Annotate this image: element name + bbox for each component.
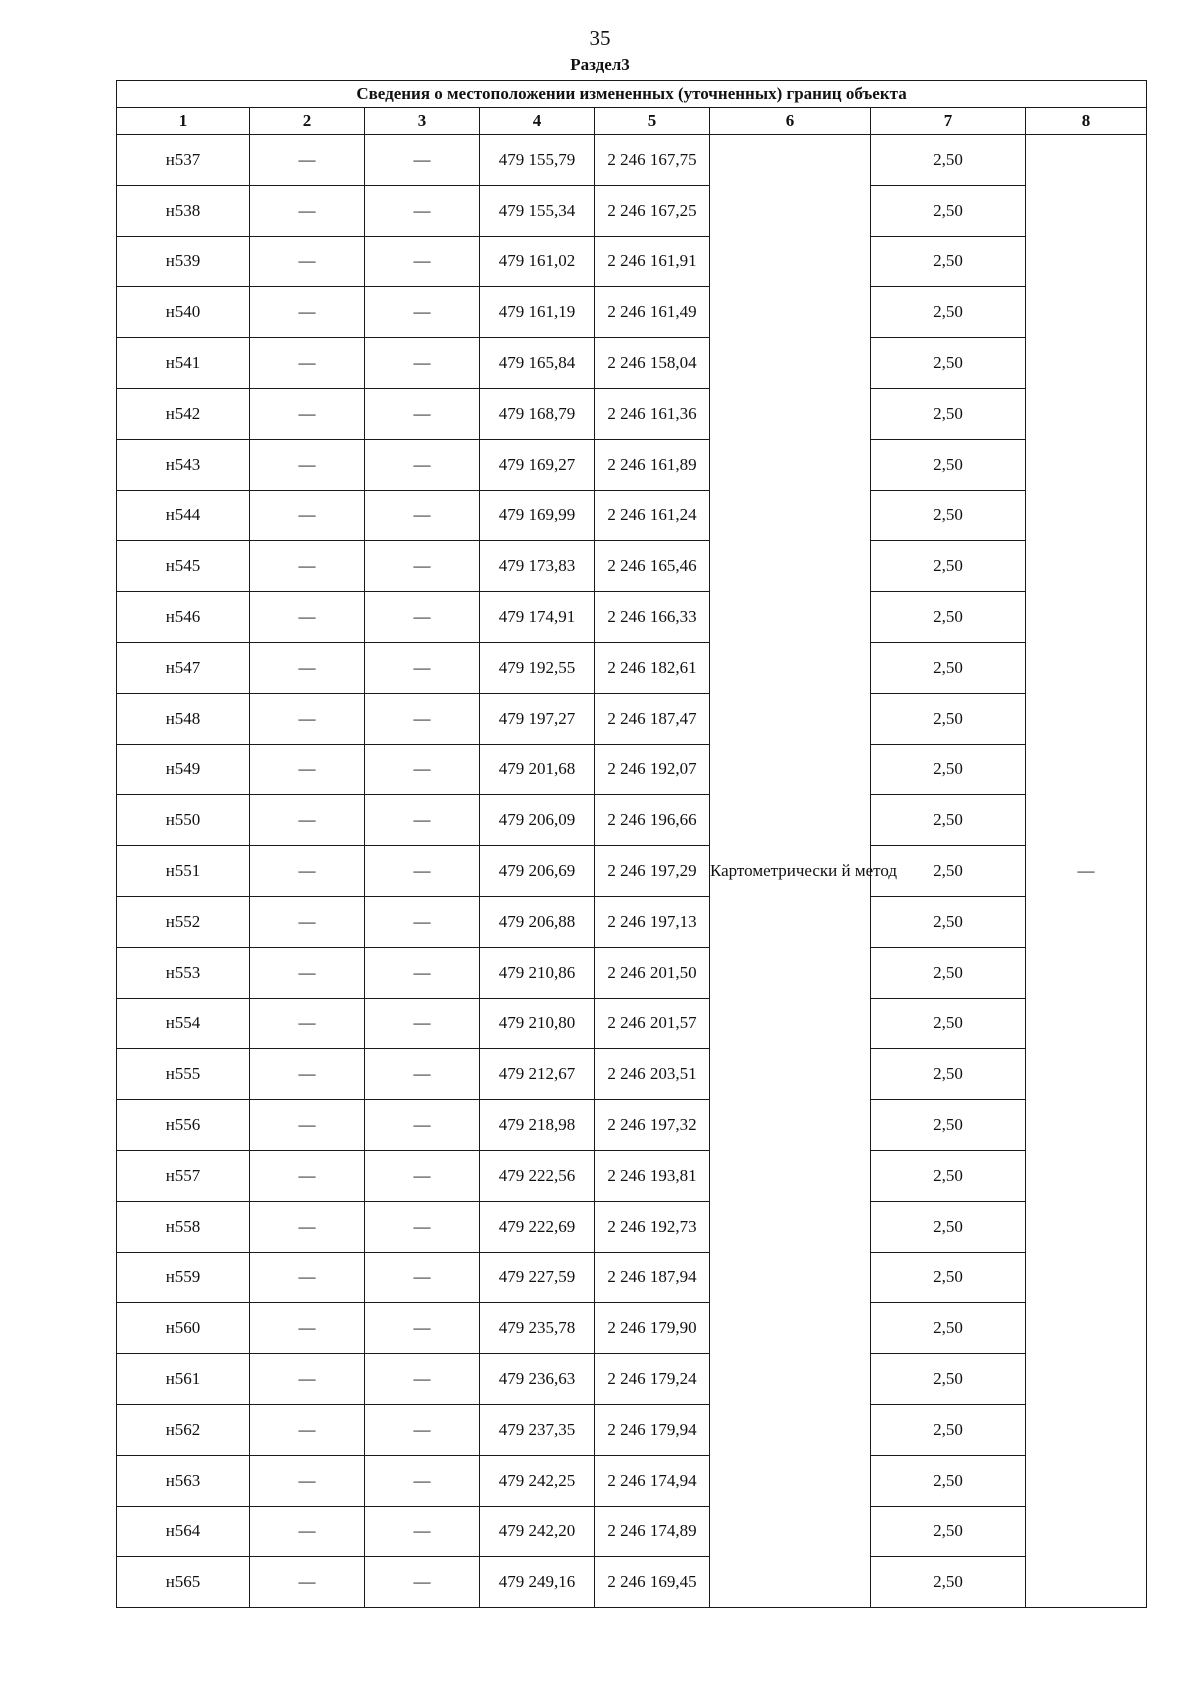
table-row xyxy=(117,287,1147,338)
y-coordinate-cell: 2 246 179,94 xyxy=(595,1404,710,1455)
x-coordinate-cell: 479 206,69 xyxy=(480,846,595,897)
prev-y-cell: — xyxy=(365,795,480,846)
column-number: 1 xyxy=(117,108,250,135)
x-coordinate-cell: 479 218,98 xyxy=(480,1100,595,1151)
prev-y-cell: — xyxy=(365,896,480,947)
prev-x-cell: — xyxy=(250,541,365,592)
description-cell: — xyxy=(1026,135,1147,1608)
table-caption: Сведения о местоположении измененных (уточненных) границ объекта xyxy=(117,81,1147,108)
point-name-cell: н558 xyxy=(117,1201,250,1252)
prev-y-cell: — xyxy=(365,1354,480,1405)
point-name-cell: н551 xyxy=(117,846,250,897)
prev-x-cell: — xyxy=(250,896,365,947)
prev-x-cell: — xyxy=(250,846,365,897)
column-number: 4 xyxy=(480,108,595,135)
prev-x-cell: — xyxy=(250,642,365,693)
point-name-cell: н549 xyxy=(117,744,250,795)
table-row xyxy=(117,1100,1147,1151)
x-coordinate-cell: 479 161,02 xyxy=(480,236,595,287)
accuracy-cell: 2,50 xyxy=(871,998,1026,1049)
y-coordinate-cell: 2 246 192,07 xyxy=(595,744,710,795)
prev-x-cell: — xyxy=(250,1506,365,1557)
x-coordinate-cell: 479 155,79 xyxy=(480,135,595,186)
point-name-cell: н538 xyxy=(117,185,250,236)
y-coordinate-cell: 2 246 179,90 xyxy=(595,1303,710,1354)
accuracy-cell: 2,50 xyxy=(871,1150,1026,1201)
prev-y-cell: — xyxy=(365,236,480,287)
prev-x-cell: — xyxy=(250,338,365,389)
table-row xyxy=(117,1455,1147,1506)
x-coordinate-cell: 479 222,56 xyxy=(480,1150,595,1201)
x-coordinate-cell: 479 210,80 xyxy=(480,998,595,1049)
point-name-cell: н550 xyxy=(117,795,250,846)
y-coordinate-cell: 2 246 197,13 xyxy=(595,896,710,947)
prev-x-cell: — xyxy=(250,998,365,1049)
accuracy-cell: 2,50 xyxy=(871,1303,1026,1354)
accuracy-cell: 2,50 xyxy=(871,338,1026,389)
accuracy-cell: 2,50 xyxy=(871,287,1026,338)
x-coordinate-cell: 479 242,25 xyxy=(480,1455,595,1506)
prev-y-cell: — xyxy=(365,1404,480,1455)
table-row xyxy=(117,1252,1147,1303)
prev-x-cell: — xyxy=(250,744,365,795)
table-row xyxy=(117,947,1147,998)
page-number: 35 xyxy=(589,26,611,50)
table-row xyxy=(117,1557,1147,1608)
x-coordinate-cell: 479 206,88 xyxy=(480,896,595,947)
y-coordinate-cell: 2 246 165,46 xyxy=(595,541,710,592)
table-body xyxy=(117,135,1147,1608)
y-coordinate-cell: 2 246 167,25 xyxy=(595,185,710,236)
y-coordinate-cell: 2 246 174,89 xyxy=(595,1506,710,1557)
y-coordinate-cell: 2 246 197,29 xyxy=(595,846,710,897)
accuracy-cell: 2,50 xyxy=(871,388,1026,439)
y-coordinate-cell: 2 246 182,61 xyxy=(595,642,710,693)
prev-x-cell: — xyxy=(250,185,365,236)
y-coordinate-cell: 2 246 201,57 xyxy=(595,998,710,1049)
point-name-cell: н547 xyxy=(117,642,250,693)
y-coordinate-cell: 2 246 158,04 xyxy=(595,338,710,389)
accuracy-cell: 2,50 xyxy=(871,1201,1026,1252)
y-coordinate-cell: 2 246 187,94 xyxy=(595,1252,710,1303)
table-row xyxy=(117,236,1147,287)
x-coordinate-cell: 479 206,09 xyxy=(480,795,595,846)
table-row xyxy=(117,795,1147,846)
prev-y-cell: — xyxy=(365,135,480,186)
prev-y-cell: — xyxy=(365,439,480,490)
prev-y-cell: — xyxy=(365,744,480,795)
column-number: 7 xyxy=(871,108,1026,135)
prev-y-cell: — xyxy=(365,693,480,744)
table-row xyxy=(117,490,1147,541)
prev-x-cell: — xyxy=(250,795,365,846)
boundary-table xyxy=(116,80,1147,1608)
prev-y-cell: — xyxy=(365,338,480,389)
point-name-cell: н557 xyxy=(117,1150,250,1201)
y-coordinate-cell: 2 246 161,89 xyxy=(595,439,710,490)
accuracy-cell: 2,50 xyxy=(871,1404,1026,1455)
x-coordinate-cell: 479 192,55 xyxy=(480,642,595,693)
x-coordinate-cell: 479 236,63 xyxy=(480,1354,595,1405)
table-row xyxy=(117,846,1147,897)
prev-y-cell: — xyxy=(365,1049,480,1100)
prev-x-cell: — xyxy=(250,693,365,744)
table-row xyxy=(117,185,1147,236)
x-coordinate-cell: 479 249,16 xyxy=(480,1557,595,1608)
accuracy-cell: 2,50 xyxy=(871,490,1026,541)
y-coordinate-cell: 2 246 161,36 xyxy=(595,388,710,439)
column-number: 5 xyxy=(595,108,710,135)
accuracy-cell: 2,50 xyxy=(871,1455,1026,1506)
point-name-cell: н560 xyxy=(117,1303,250,1354)
prev-x-cell: — xyxy=(250,439,365,490)
prev-y-cell: — xyxy=(365,1455,480,1506)
y-coordinate-cell: 2 246 167,75 xyxy=(595,135,710,186)
y-coordinate-cell: 2 246 174,94 xyxy=(595,1455,710,1506)
column-number: 8 xyxy=(1026,108,1147,135)
prev-y-cell: — xyxy=(365,185,480,236)
point-name-cell: н546 xyxy=(117,592,250,643)
y-coordinate-cell: 2 246 161,91 xyxy=(595,236,710,287)
accuracy-cell: 2,50 xyxy=(871,236,1026,287)
table-row xyxy=(117,744,1147,795)
prev-y-cell: — xyxy=(365,1252,480,1303)
column-number: 6 xyxy=(710,108,871,135)
table-row xyxy=(117,896,1147,947)
point-name-cell: н541 xyxy=(117,338,250,389)
y-coordinate-cell: 2 246 193,81 xyxy=(595,1150,710,1201)
y-coordinate-cell: 2 246 161,49 xyxy=(595,287,710,338)
prev-x-cell: — xyxy=(250,1049,365,1100)
table-row xyxy=(117,388,1147,439)
x-coordinate-cell: 479 168,79 xyxy=(480,388,595,439)
accuracy-cell: 2,50 xyxy=(871,896,1026,947)
prev-x-cell: — xyxy=(250,1252,365,1303)
point-name-cell: н559 xyxy=(117,1252,250,1303)
table-row xyxy=(117,693,1147,744)
accuracy-cell: 2,50 xyxy=(871,541,1026,592)
prev-x-cell: — xyxy=(250,947,365,998)
y-coordinate-cell: 2 246 169,45 xyxy=(595,1557,710,1608)
point-name-cell: н561 xyxy=(117,1354,250,1405)
prev-y-cell: — xyxy=(365,541,480,592)
table-row xyxy=(117,1506,1147,1557)
prev-x-cell: — xyxy=(250,1455,365,1506)
prev-x-cell: — xyxy=(250,592,365,643)
prev-y-cell: — xyxy=(365,388,480,439)
prev-x-cell: — xyxy=(250,1404,365,1455)
x-coordinate-cell: 479 174,91 xyxy=(480,592,595,643)
point-name-cell: н564 xyxy=(117,1506,250,1557)
accuracy-cell: 2,50 xyxy=(871,592,1026,643)
point-name-cell: н565 xyxy=(117,1557,250,1608)
method-cell: Картометрически й метод xyxy=(710,135,871,1608)
x-coordinate-cell: 479 227,59 xyxy=(480,1252,595,1303)
accuracy-cell: 2,50 xyxy=(871,744,1026,795)
x-coordinate-cell: 479 242,20 xyxy=(480,1506,595,1557)
prev-x-cell: — xyxy=(250,236,365,287)
accuracy-cell: 2,50 xyxy=(871,1506,1026,1557)
accuracy-cell: 2,50 xyxy=(871,1049,1026,1100)
x-coordinate-cell: 479 235,78 xyxy=(480,1303,595,1354)
x-coordinate-cell: 479 161,19 xyxy=(480,287,595,338)
table-row xyxy=(117,1303,1147,1354)
table-row xyxy=(117,1354,1147,1405)
prev-y-cell: — xyxy=(365,592,480,643)
prev-y-cell: — xyxy=(365,1201,480,1252)
point-name-cell: н544 xyxy=(117,490,250,541)
x-coordinate-cell: 479 222,69 xyxy=(480,1201,595,1252)
point-name-cell: н552 xyxy=(117,896,250,947)
prev-y-cell: — xyxy=(365,287,480,338)
x-coordinate-cell: 479 169,99 xyxy=(480,490,595,541)
x-coordinate-cell: 479 237,35 xyxy=(480,1404,595,1455)
y-coordinate-cell: 2 246 161,24 xyxy=(595,490,710,541)
y-coordinate-cell: 2 246 179,24 xyxy=(595,1354,710,1405)
accuracy-cell: 2,50 xyxy=(871,1354,1026,1405)
y-coordinate-cell: 2 246 187,47 xyxy=(595,693,710,744)
accuracy-cell: 2,50 xyxy=(871,642,1026,693)
table-row xyxy=(117,1150,1147,1201)
prev-x-cell: — xyxy=(250,287,365,338)
table-row xyxy=(117,1404,1147,1455)
x-coordinate-cell: 479 165,84 xyxy=(480,338,595,389)
x-coordinate-cell: 479 173,83 xyxy=(480,541,595,592)
accuracy-cell: 2,50 xyxy=(871,947,1026,998)
y-coordinate-cell: 2 246 203,51 xyxy=(595,1049,710,1100)
column-number: 2 xyxy=(250,108,365,135)
prev-x-cell: — xyxy=(250,1100,365,1151)
x-coordinate-cell: 479 155,34 xyxy=(480,185,595,236)
prev-y-cell: — xyxy=(365,1100,480,1151)
prev-x-cell: — xyxy=(250,388,365,439)
prev-x-cell: — xyxy=(250,1557,365,1608)
prev-x-cell: — xyxy=(250,1354,365,1405)
point-name-cell: н553 xyxy=(117,947,250,998)
prev-y-cell: — xyxy=(365,947,480,998)
y-coordinate-cell: 2 246 196,66 xyxy=(595,795,710,846)
point-name-cell: н555 xyxy=(117,1049,250,1100)
point-name-cell: н556 xyxy=(117,1100,250,1151)
accuracy-cell: 2,50 xyxy=(871,1100,1026,1151)
prev-x-cell: — xyxy=(250,1150,365,1201)
prev-y-cell: — xyxy=(365,998,480,1049)
prev-x-cell: — xyxy=(250,1303,365,1354)
section-title: Раздел3 xyxy=(570,55,630,74)
y-coordinate-cell: 2 246 197,32 xyxy=(595,1100,710,1151)
prev-x-cell: — xyxy=(250,135,365,186)
table-row xyxy=(117,592,1147,643)
point-name-cell: н545 xyxy=(117,541,250,592)
point-name-cell: н543 xyxy=(117,439,250,490)
prev-y-cell: — xyxy=(365,1557,480,1608)
accuracy-cell: 2,50 xyxy=(871,185,1026,236)
prev-y-cell: — xyxy=(365,846,480,897)
table-row xyxy=(117,1049,1147,1100)
table-row xyxy=(117,642,1147,693)
point-name-cell: н537 xyxy=(117,135,250,186)
y-coordinate-cell: 2 246 201,50 xyxy=(595,947,710,998)
accuracy-cell: 2,50 xyxy=(871,1557,1026,1608)
point-name-cell: н540 xyxy=(117,287,250,338)
prev-x-cell: — xyxy=(250,1201,365,1252)
accuracy-cell: 2,50 xyxy=(871,1252,1026,1303)
point-name-cell: н542 xyxy=(117,388,250,439)
point-name-cell: н539 xyxy=(117,236,250,287)
prev-y-cell: — xyxy=(365,1150,480,1201)
accuracy-cell: 2,50 xyxy=(871,693,1026,744)
table-row xyxy=(117,135,1147,186)
prev-y-cell: — xyxy=(365,1506,480,1557)
prev-y-cell: — xyxy=(365,642,480,693)
y-coordinate-cell: 2 246 166,33 xyxy=(595,592,710,643)
accuracy-cell: 2,50 xyxy=(871,795,1026,846)
accuracy-cell: 2,50 xyxy=(871,846,1026,897)
table-row xyxy=(117,439,1147,490)
accuracy-cell: 2,50 xyxy=(871,135,1026,186)
column-number: 3 xyxy=(365,108,480,135)
table-row xyxy=(117,541,1147,592)
x-coordinate-cell: 479 197,27 xyxy=(480,693,595,744)
prev-y-cell: — xyxy=(365,490,480,541)
point-name-cell: н562 xyxy=(117,1404,250,1455)
table-row xyxy=(117,998,1147,1049)
accuracy-cell: 2,50 xyxy=(871,439,1026,490)
table-row xyxy=(117,338,1147,389)
x-coordinate-cell: 479 201,68 xyxy=(480,744,595,795)
x-coordinate-cell: 479 169,27 xyxy=(480,439,595,490)
x-coordinate-cell: 479 210,86 xyxy=(480,947,595,998)
point-name-cell: н554 xyxy=(117,998,250,1049)
x-coordinate-cell: 479 212,67 xyxy=(480,1049,595,1100)
y-coordinate-cell: 2 246 192,73 xyxy=(595,1201,710,1252)
point-name-cell: н563 xyxy=(117,1455,250,1506)
table-row xyxy=(117,1201,1147,1252)
point-name-cell: н548 xyxy=(117,693,250,744)
prev-y-cell: — xyxy=(365,1303,480,1354)
prev-x-cell: — xyxy=(250,490,365,541)
